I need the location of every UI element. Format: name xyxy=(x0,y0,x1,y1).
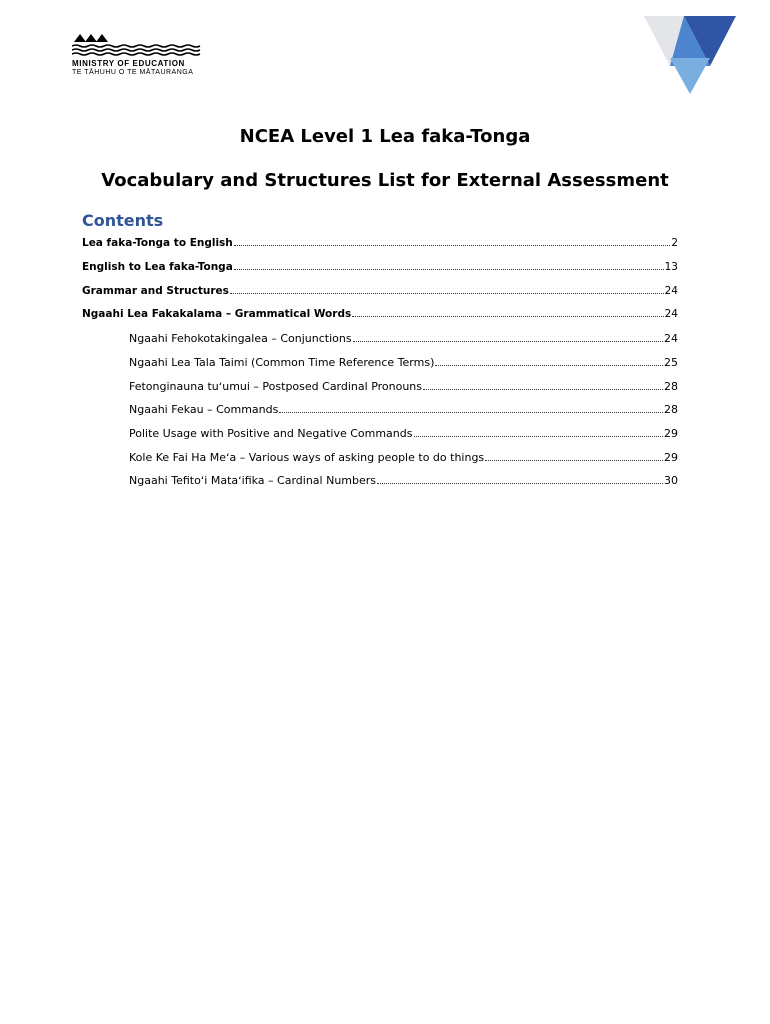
toc-entry-title: Kole Ke Fai Ha Meʻa – Various ways of asking people to do things xyxy=(129,451,485,464)
toc-page-number: 25 xyxy=(664,356,678,369)
ministry-logo xyxy=(72,32,202,76)
toc-dot-leader xyxy=(234,268,664,270)
toc-entry[interactable] xyxy=(82,285,678,297)
toc-entry-title: Polite Usage with Positive and Negative Commands xyxy=(129,427,413,440)
org-name: MINISTRY OF EDUCATION xyxy=(72,59,185,68)
toc-dot-leader xyxy=(279,411,663,413)
toc-dot-leader xyxy=(414,435,664,437)
toc-entry[interactable] xyxy=(129,403,678,416)
toc-page-number: 24 xyxy=(664,308,678,320)
toc-dot-leader xyxy=(353,340,663,342)
toc-dot-leader xyxy=(423,388,663,390)
toc-page-number: 13 xyxy=(664,261,678,273)
contents-heading: Contents xyxy=(82,211,164,230)
toc-page-number: 2 xyxy=(671,237,678,249)
toc-page-number: 30 xyxy=(664,474,678,487)
document-subtitle: Vocabulary and Structures List for External Assessment xyxy=(101,170,669,191)
toc-entry[interactable] xyxy=(129,474,678,487)
triangle-graphic-icon xyxy=(640,14,764,96)
toc-page-number: 29 xyxy=(664,427,678,440)
toc-page-number: 28 xyxy=(664,380,678,393)
toc-entry-title: Fetonginauna tuʻumui – Postposed Cardinal Pronouns xyxy=(129,380,423,393)
toc-entry[interactable] xyxy=(82,308,678,320)
toc-dot-leader xyxy=(377,482,663,484)
toc-entry[interactable] xyxy=(129,427,678,440)
ministry-mountains-logo-icon xyxy=(72,32,202,56)
toc-entry-title: Ngaahi Lea Tala Taimi (Common Time Reference Terms) xyxy=(129,356,435,369)
toc-page-number: 24 xyxy=(664,285,678,297)
toc-entry-title: Ngaahi Fehokotakingalea – Conjunctions xyxy=(129,332,352,345)
toc-dot-leader xyxy=(234,244,671,246)
toc-page-number: 24 xyxy=(664,332,678,345)
toc-entry[interactable] xyxy=(82,261,678,273)
toc-page-number: 29 xyxy=(664,451,678,464)
toc-dot-leader xyxy=(352,315,663,317)
toc-entry-title: Ngaahi Fekau – Commands xyxy=(129,403,279,416)
toc-entry[interactable] xyxy=(129,380,678,393)
toc-dot-leader xyxy=(435,364,663,366)
org-name-maori: TE TĀHUHU O TE MĀTAURANGA xyxy=(72,69,194,76)
toc-entry[interactable] xyxy=(129,332,678,345)
toc-entry-title: English to Lea faka-Tonga xyxy=(82,261,233,273)
toc-dot-leader xyxy=(230,292,664,294)
toc-dot-leader xyxy=(485,459,663,461)
toc-entry-title: Ngaahi Tefitoʻi Mataʻifika – Cardinal Numbers xyxy=(129,474,377,487)
document-title: NCEA Level 1 Lea faka-Tonga xyxy=(239,126,531,147)
toc-entry-title: Grammar and Structures xyxy=(82,285,229,297)
toc-entry-title: Lea faka-Tonga to English xyxy=(82,237,233,249)
toc-entry[interactable] xyxy=(129,356,678,369)
toc-page-number: 28 xyxy=(664,403,678,416)
toc-entry-title: Ngaahi Lea Fakakalama – Grammatical Words xyxy=(82,308,352,320)
toc-entry[interactable] xyxy=(129,451,678,464)
toc-entry[interactable] xyxy=(82,237,678,249)
